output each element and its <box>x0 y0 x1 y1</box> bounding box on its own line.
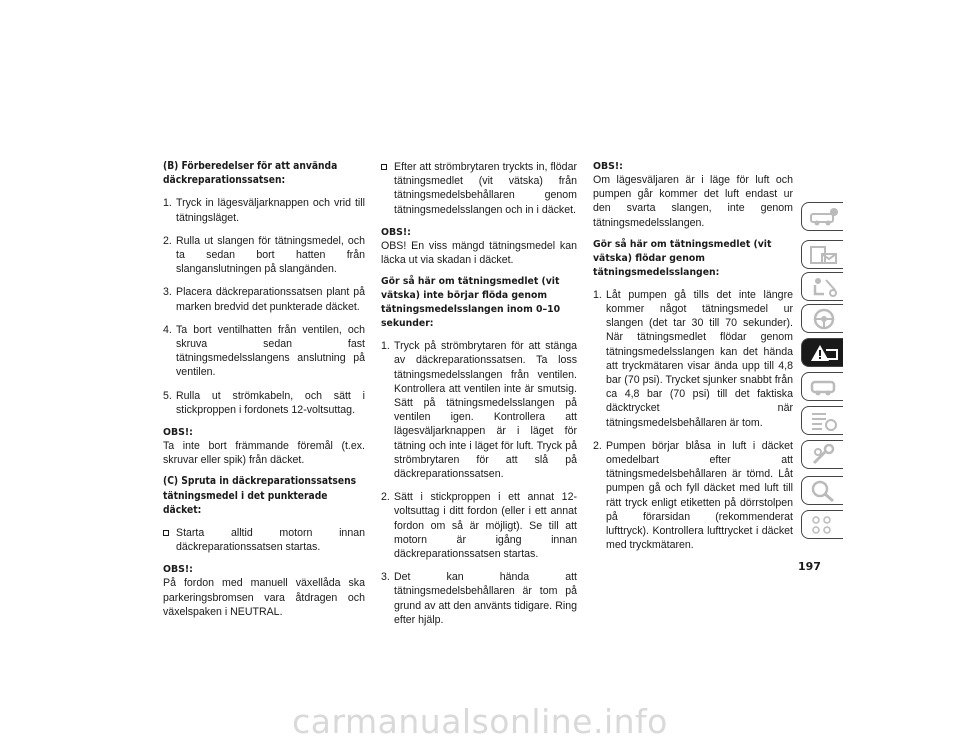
tab-car-info[interactable] <box>801 202 843 231</box>
gauge-list-icon <box>808 410 840 432</box>
seat-safety-icon <box>808 276 840 298</box>
note-text: Om lägesväljaren är i läge för luft och pumpen går kommer det luft endast ur den svarta slangen, inte genom tätningsmedelsslangen. <box>593 174 793 229</box>
bullet-item: Starta alltid motorn innan däckreparationssatsen startas. <box>163 526 365 554</box>
tab-safety[interactable] <box>801 272 843 301</box>
note-label: OBS!: <box>163 427 193 439</box>
tab-service[interactable] <box>801 372 843 401</box>
square-bullet-icon <box>163 530 169 536</box>
column-left <box>163 160 365 627</box>
step-item: 3. Det kan hända att tätningsmedelsbehållaren är tom på grund av att den använts tidigare. Ring efter hjälp. <box>381 571 577 626</box>
note-label: OBS!: <box>593 161 623 172</box>
warning-car-icon <box>808 342 840 364</box>
square-bullet-icon <box>381 164 387 170</box>
note-label: OBS!: <box>163 564 193 576</box>
page-number: 197 <box>798 560 821 573</box>
bullet-item: Efter att strömbrytaren tryckts in, flödar tätningsmedlet (vit vätska) från tätningsmedelsbehållaren genom tätningsmedelsslangen och in i däcket. <box>381 160 577 217</box>
note-text: På fordon med manuell växellåda ska parkeringsbromsen vara åtdragen och växelspaken i NEUTRAL. <box>163 577 365 618</box>
step-item: 2. Pumpen börjar blåsa in luft i däcket omedelbart efter att tätningsmedelsbehållaren är tömd. Låt pumpen gå och fyll däcket med luft till rätt tryck enligt etiketten på dörrstolpen på förarsidan (rekommenderat lufttryck). Kontrollera lufttrycket i däcket med tryckmätaren. <box>593 439 793 552</box>
section-heading-b: (B) Förberedelser för att använda däckreparationssatsen: <box>163 161 338 187</box>
car-service-icon <box>808 376 840 398</box>
watermark: carmanualsonline.info <box>292 702 668 741</box>
manual-envelope-icon <box>808 244 840 266</box>
languages-icon <box>808 514 840 536</box>
step-item: 2. Rulla ut slangen för tätningsmedel, och ta sedan bort hatten från slanganslutningen på slangänden. <box>163 234 365 276</box>
step-item: 1. Tryck in lägesväljarknappen och vrid till tätningsläget. <box>163 197 365 224</box>
subheading: Gör så här om tätningsmedlet (vit vätska) inte börjar flöda genom tätningsmedelsslangen inom 0–10 sekunder: <box>381 276 561 330</box>
tab-specs[interactable] <box>801 406 843 435</box>
step-item: 1. Tryck på strömbrytaren för att stänga av däckreparationssatsen. Ta loss tätningsmedelsslangen från ventilen. Kontrollera att ventilen inte är smutsig. Sätt på tätningsmedelsslangen på ventilen igen. Kontrollera att lägesväljarknappen är i läget för tätning och inte i läget för luft. Tryck på strömbrytaren för att slå på däckreparationssatsen. <box>381 340 577 481</box>
column-right <box>593 160 793 561</box>
car-info-icon <box>808 206 840 228</box>
tab-driving[interactable] <box>801 304 843 333</box>
tab-manual[interactable] <box>801 240 843 269</box>
tab-emergency[interactable] <box>801 338 843 367</box>
note-text: Ta inte bort främmande föremål (t.ex. skruvar eller spik) från däcket. <box>163 440 365 467</box>
step-item: 4. Ta bort ventilhatten från ventilen, och skruva sedan fast tätningsmedelsslangens anslutning på ventilen. <box>163 323 365 379</box>
search-icon <box>808 480 840 502</box>
section-heading-c: (C) Spruta in däckreparationssatsens tätningsmedel i det punkterade däcket: <box>163 476 357 516</box>
steering-wheel-icon <box>808 308 840 330</box>
step-item: 3. Placera däckreparationssatsen plant på marken bredvid det punkterade däcket. <box>163 286 365 313</box>
step-item: 2. Sätt i stickproppen i ett annat 12-voltsuttag i ditt fordon (eller i ett annat fordon om så är möjligt). Se till att motorn är igång innan däckreparationssatsen startas. <box>381 491 577 561</box>
step-item: 5. Rulla ut strömkabeln, och sätt i stickproppen i fordonets 12-voltsuttag. <box>163 389 365 416</box>
wrench-maintenance-icon <box>808 444 840 466</box>
tab-maintenance[interactable] <box>801 440 843 469</box>
note-label: OBS!: <box>381 226 411 238</box>
subheading: Gör så här om tätningsmedlet (vit vätska) flödar genom tätningsmedelsslangen: <box>593 238 772 278</box>
column-middle <box>381 160 577 636</box>
note-text: OBS! En viss mängd tätningsmedel kan läcka ut via skadan i däcket. <box>381 239 577 267</box>
step-item: 1. Låt pumpen gå tills det inte längre kommer något tätningsmedel ur slangen (det tar 30 till 70 sekunder). När tätningsmedlet flödar genom tätningsmedelsslangen kan det hända att tryckmätaren visar ända upp till 4,8 bar (70 psi). Trycket sjunker snabbt från ca 4,8 bar (70 psi) till det faktiska däcktrycket när tätningsmedelsbehållaren är tom. <box>593 288 793 429</box>
tab-languages[interactable] <box>801 510 843 539</box>
tab-index[interactable] <box>801 476 843 505</box>
